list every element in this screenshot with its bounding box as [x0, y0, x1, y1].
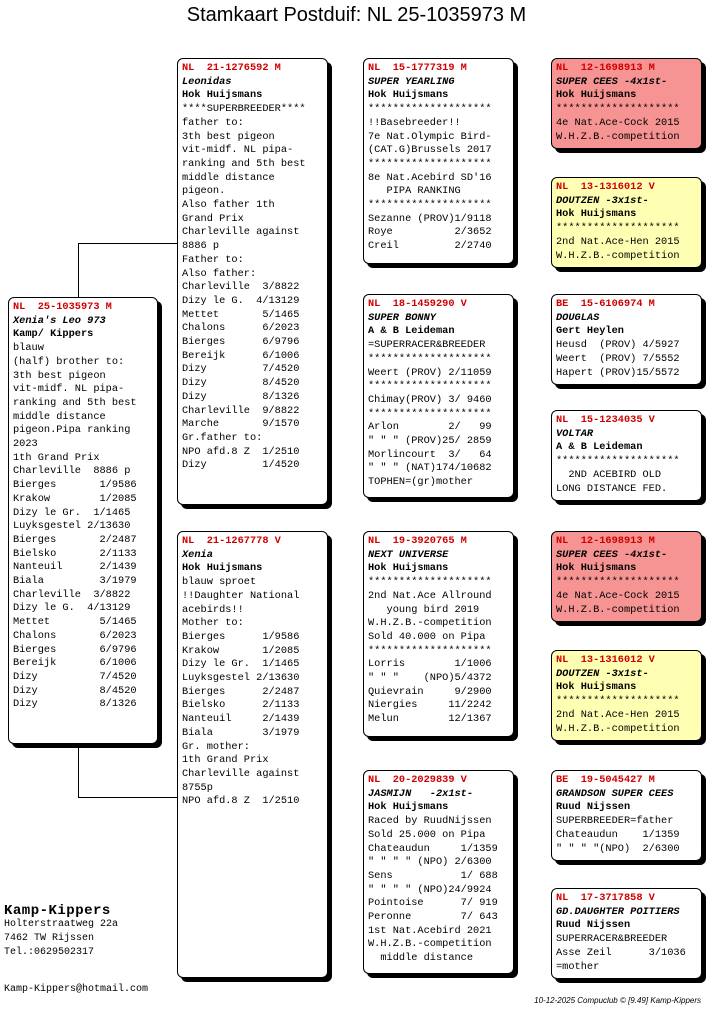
- print-stamp: 10-12-2025 Compuclub © [9.49] Kamp-Kippers: [534, 996, 701, 1005]
- pedigree-card-subject[interactable]: [8, 297, 158, 744]
- loft-name: A & B Leideman: [368, 325, 455, 338]
- pedigree-card-mother[interactable]: [177, 531, 328, 978]
- info-line: Chateaudun 1/1359: [556, 828, 680, 841]
- info-line: Grand Prix: [182, 212, 244, 225]
- info-line: middle distance: [368, 952, 474, 965]
- info-line: acebirds!!: [182, 603, 244, 616]
- info-line: vit-midf. NL pipa-: [13, 383, 125, 396]
- info-line: (CAT.G)Brussels 2017: [368, 144, 492, 157]
- pedigree-card-mother-mother[interactable]: [363, 770, 514, 974]
- ring-number: NL 13-1316012 V: [556, 181, 655, 193]
- info-line: Bereijk 6/1006: [182, 349, 300, 362]
- connector: [78, 243, 178, 244]
- info-line: 2023: [13, 438, 38, 451]
- info-line: Marche 9/1570: [182, 418, 300, 431]
- info-line: Mother to:: [182, 617, 244, 630]
- info-line: Gr. mother:: [182, 740, 250, 753]
- info-line: ********************: [556, 103, 680, 116]
- pedigree-card-fff[interactable]: [551, 58, 702, 149]
- info-line: Quievrain 9/2900: [368, 685, 492, 698]
- info-line: !!Basebreeder!!: [368, 116, 461, 129]
- loft-name: Gert Heylen: [556, 325, 624, 338]
- ring-number: NL 12-1698913 M: [556, 535, 655, 547]
- loft-name: Kamp/ Kippers: [13, 328, 94, 341]
- ring-number: NL 19-3920765 M: [368, 535, 467, 547]
- info-line: Creil 2/2740: [368, 240, 492, 253]
- info-line: middle distance: [13, 410, 106, 423]
- info-line: 8755p: [182, 781, 213, 794]
- info-line: 2nd Nat.Ace-Hen 2015: [556, 708, 680, 721]
- loft-name: Hok Huijsmans: [368, 801, 449, 814]
- info-line: 2nd Nat.Ace Allround: [368, 589, 492, 602]
- info-line: Nanteuil 2/1439: [182, 713, 300, 726]
- info-line: ********************: [556, 455, 680, 468]
- info-line: blauw: [13, 342, 44, 355]
- pedigree-card-fmm[interactable]: [551, 410, 702, 501]
- info-line: Charleville against: [182, 767, 300, 780]
- info-line: ********************: [556, 222, 680, 235]
- pigeon-name: VOLTAR: [556, 427, 594, 440]
- info-line: Dizy 7/4520: [182, 363, 300, 376]
- loft-name: Hok Huijsmans: [182, 562, 263, 575]
- info-line: Dizy le G. 4/13129: [13, 602, 131, 615]
- pigeon-name: SUPER CEES -4x1st-: [556, 75, 668, 88]
- info-line: 2ND ACEBIRD OLD: [556, 468, 662, 481]
- loft-name: Hok Huijsmans: [556, 562, 637, 575]
- owner-block: [4, 904, 118, 960]
- info-line: Dizy le Gr. 1/1465: [13, 506, 131, 519]
- pedigree-card-mmf[interactable]: [551, 770, 702, 861]
- info-line: 8886 p: [182, 240, 220, 253]
- info-line: Bereijk 6/1006: [13, 657, 137, 670]
- info-line: Chalons 6/2023: [182, 322, 300, 335]
- ring-number: NL 15-1777319 M: [368, 62, 467, 74]
- info-line: ********************: [556, 576, 680, 589]
- info-line: middle distance: [182, 171, 275, 184]
- info-line: Father to:: [182, 253, 244, 266]
- pedigree-card-father[interactable]: [177, 58, 328, 505]
- info-line: Dizy 7/4520: [13, 670, 137, 683]
- owner-name: Kamp-Kippers: [4, 903, 111, 919]
- pigeon-name: Leonidas: [182, 75, 232, 88]
- info-line: Krakow 1/2085: [182, 644, 300, 657]
- info-line: Gr.father to:: [182, 431, 263, 444]
- owner-street: Holterstraatweg 22a: [4, 919, 119, 930]
- info-line: !!Daughter National: [182, 589, 300, 602]
- info-line: Biala 3/1979: [13, 575, 137, 588]
- pedigree-card-father-father[interactable]: [363, 58, 514, 264]
- info-line: Bierges 2/2487: [13, 533, 137, 546]
- info-line: ranking and 5th best: [182, 157, 306, 170]
- info-line: Krakow 1/2085: [13, 492, 137, 505]
- info-line: (half) brother to:: [13, 355, 125, 368]
- info-line: NPO afd.8 Z 1/2510: [182, 445, 300, 458]
- info-line: 3th best pigeon: [13, 369, 106, 382]
- info-line: W.H.Z.B.-competition: [556, 130, 680, 143]
- info-line: Roye 2/3652: [368, 226, 492, 239]
- info-line: Sens 1/ 688: [368, 869, 498, 882]
- info-line: Dizy le G. 4/13129: [182, 294, 300, 307]
- loft-name: Hok Huijsmans: [182, 89, 263, 102]
- owner-city: 7462 TW Rijssen: [4, 933, 95, 944]
- info-line: W.H.Z.B.-competition: [556, 722, 680, 735]
- connector: [78, 744, 79, 798]
- ring-number: NL 15-1234035 V: [556, 414, 655, 426]
- info-line: 8e Nat.Acebird SD'16: [368, 171, 492, 184]
- page-title: Stamkaart Postduif: NL 25-1035973 M: [186, 4, 527, 26]
- pedigree-card-fmf[interactable]: [551, 294, 702, 385]
- pigeon-name: DOUGLAS: [556, 311, 600, 324]
- info-line: 1th Grand Prix: [13, 451, 100, 464]
- info-line: 7e Nat.Olympic Bird-: [368, 130, 492, 143]
- info-line: Melun 12/1367: [368, 713, 492, 726]
- loft-name: Hok Huijsmans: [368, 562, 449, 575]
- info-line: W.H.Z.B.-competition: [556, 249, 680, 262]
- info-line: Sold 25.000 on Pipa: [368, 828, 486, 841]
- ring-number: NL 21-1276592 M: [182, 62, 281, 74]
- info-line: Dizy 8/1326: [182, 390, 300, 403]
- pigeon-name: SUPER YEARLING: [368, 75, 455, 88]
- info-line: Bielsko 2/1133: [182, 699, 300, 712]
- info-line: SUPERRACER&BREEDER: [556, 933, 668, 946]
- pedigree-card-mfm[interactable]: [551, 650, 702, 741]
- info-line: Arlon 2/ 99: [368, 421, 492, 434]
- info-line: LONG DISTANCE FED.: [556, 482, 668, 495]
- info-line: Nanteuil 2/1439: [13, 561, 137, 574]
- info-line: ********************: [368, 380, 492, 393]
- info-line: PIPA RANKING: [368, 185, 461, 198]
- info-line: 4e Nat.Ace-Cock 2015: [556, 116, 680, 129]
- info-line: ********************: [368, 103, 492, 116]
- pedigree-card-father-mother[interactable]: [363, 294, 514, 498]
- info-line: Also father 1th: [182, 199, 275, 212]
- info-line: Biala 3/1979: [182, 726, 300, 739]
- pigeon-name: GD.DAUGHTER POITIERS: [556, 905, 680, 918]
- info-line: Bierges 6/9796: [13, 643, 137, 656]
- info-line: Lorris 1/1006: [368, 658, 492, 671]
- info-line: ********************: [368, 199, 492, 212]
- pedigree-card-mother-father[interactable]: [363, 531, 514, 737]
- ring-number: NL 21-1267778 V: [182, 535, 281, 547]
- info-line: Peronne 7/ 643: [368, 911, 498, 924]
- info-line: 4e Nat.Ace-Cock 2015: [556, 589, 680, 602]
- info-line: ********************: [368, 407, 492, 420]
- info-line: ****SUPERBREEDER****: [182, 103, 306, 116]
- pigeon-name: SUPER BONNY: [368, 311, 436, 324]
- ring-number: BE 15-6106974 M: [556, 298, 655, 310]
- info-line: =mother: [556, 960, 600, 973]
- info-line: Morlincourt 3/ 64: [368, 448, 492, 461]
- info-line: Chimay(PROV) 3/ 9460: [368, 393, 492, 406]
- info-line: 1st Nat.Acebird 2021: [368, 924, 492, 937]
- info-line: ********************: [368, 576, 492, 589]
- ring-number: NL 17-3717858 V: [556, 892, 655, 904]
- info-line: ********************: [368, 352, 492, 365]
- info-line: Sezanne (PROV)1/9118: [368, 212, 492, 225]
- info-line: " " " (NPO)5/4372: [368, 672, 492, 685]
- pedigree-card-mff[interactable]: [551, 531, 702, 622]
- info-line: " " " "(NPO) 2/6300: [556, 842, 680, 855]
- loft-name: Ruud Nijssen: [556, 919, 631, 932]
- info-line: Charleville 3/8822: [13, 588, 131, 601]
- info-line: Weert (PROV) 7/5552: [556, 352, 680, 365]
- info-line: Charleville 9/8822: [182, 404, 300, 417]
- info-line: Luyksgestel 2/13630: [182, 672, 300, 685]
- pigeon-name: NEXT UNIVERSE: [368, 548, 449, 561]
- info-line: blauw sproet: [182, 576, 257, 589]
- info-line: Chalons 6/2023: [13, 629, 137, 642]
- pigeon-name: DOUTZEN -3x1st-: [556, 194, 649, 207]
- info-line: Weert (PROV) 2/11059: [368, 366, 492, 379]
- connector: [78, 797, 178, 798]
- info-line: " " " " (NPO)24/9924: [368, 883, 492, 896]
- info-line: Mettet 5/1465: [182, 308, 300, 321]
- info-line: Sold 40.000 on Pipa: [368, 630, 486, 643]
- info-line: Dizy 8/4520: [182, 377, 300, 390]
- loft-name: Hok Huijsmans: [368, 89, 449, 102]
- info-line: father to:: [182, 116, 244, 129]
- info-line: Bielsko 2/1133: [13, 547, 137, 560]
- ring-number: NL 20-2029839 V: [368, 774, 467, 786]
- pigeon-name: Xenia: [182, 548, 213, 561]
- info-line: pigeon.Pipa ranking: [13, 424, 131, 437]
- info-line: Dizy 8/1326: [13, 698, 137, 711]
- info-line: Heusd (PROV) 4/5927: [556, 339, 680, 352]
- info-line: ********************: [368, 644, 492, 657]
- pedigree-card-ffm[interactable]: [551, 177, 702, 268]
- info-line: Raced by RuudNijssen: [368, 815, 492, 828]
- info-line: NPO afd.8 Z 1/2510: [182, 795, 300, 808]
- info-line: Niergies 11/2242: [368, 699, 492, 712]
- ring-number: NL 12-1698913 M: [556, 62, 655, 74]
- pigeon-name: DOUTZEN -3x1st-: [556, 667, 649, 680]
- info-line: 3th best pigeon: [182, 130, 275, 143]
- info-line: " " " (NAT)174/10682: [368, 462, 492, 475]
- info-line: ********************: [368, 157, 492, 170]
- info-line: Also father:: [182, 267, 257, 280]
- loft-name: Hok Huijsmans: [556, 681, 637, 694]
- pedigree-card-mmm[interactable]: [551, 888, 702, 979]
- owner-email[interactable]: Kamp-Kippers@hotmail.com: [4, 984, 149, 995]
- info-line: " " " (PROV)25/ 2859: [368, 435, 492, 448]
- info-line: Luyksgestel 2/13630: [13, 520, 131, 533]
- info-line: pigeon.: [182, 185, 226, 198]
- info-line: W.H.Z.B.-competition: [556, 603, 680, 616]
- info-line: TOPHEN=(gr)mother: [368, 476, 474, 489]
- info-line: 2nd Nat.Ace-Hen 2015: [556, 235, 680, 248]
- info-line: vit-midf. NL pipa-: [182, 144, 294, 157]
- info-line: Dizy le Gr. 1/1465: [182, 658, 300, 671]
- info-line: Charleville against: [182, 226, 300, 239]
- info-line: Pointoise 7/ 919: [368, 897, 498, 910]
- info-line: W.H.Z.B.-competition: [368, 938, 492, 951]
- info-line: Charleville 3/8822: [182, 281, 300, 294]
- info-line: " " " " (NPO) 2/6300: [368, 856, 492, 869]
- ring-number: BE 19-5045427 M: [556, 774, 655, 786]
- info-line: SUPERBREEDER=father: [556, 815, 674, 828]
- info-line: Bierges 1/9586: [13, 479, 137, 492]
- loft-name: Hok Huijsmans: [556, 208, 637, 221]
- pigeon-name: GRANDSON SUPER CEES: [556, 787, 674, 800]
- info-line: Mettet 5/1465: [13, 616, 137, 629]
- info-line: 1th Grand Prix: [182, 754, 269, 767]
- info-line: ********************: [556, 695, 680, 708]
- loft-name: Ruud Nijssen: [556, 801, 631, 814]
- ring-number: NL 18-1459290 V: [368, 298, 467, 310]
- loft-name: Hok Huijsmans: [556, 89, 637, 102]
- info-line: =SUPERRACER&BREEDER: [368, 339, 486, 352]
- owner-phone: Tel.:0629502317: [4, 947, 95, 958]
- info-line: Dizy 1/4520: [182, 459, 300, 472]
- info-line: Hapert (PROV)15/5572: [556, 366, 680, 379]
- info-line: young bird 2019: [368, 603, 480, 616]
- info-line: Asse Zeil 3/1036: [556, 946, 686, 959]
- pigeon-name: Xenia's Leo 973: [13, 314, 106, 327]
- info-line: W.H.Z.B.-competition: [368, 617, 492, 630]
- info-line: Chateaudun 1/1359: [368, 842, 498, 855]
- info-line: Charleville 8886 p: [13, 465, 131, 478]
- info-line: ranking and 5th best: [13, 396, 137, 409]
- info-line: Bierges 6/9796: [182, 336, 300, 349]
- pigeon-name: JASMIJN -2x1st-: [368, 787, 474, 800]
- ring-number: NL 25-1035973 M: [13, 301, 112, 313]
- loft-name: A & B Leideman: [556, 441, 643, 454]
- ring-number: NL 13-1316012 V: [556, 654, 655, 666]
- connector: [78, 243, 79, 297]
- info-line: Bierges 1/9586: [182, 630, 300, 643]
- info-line: Bierges 2/2487: [182, 685, 300, 698]
- pigeon-name: SUPER CEES -4x1st-: [556, 548, 668, 561]
- info-line: Dizy 8/4520: [13, 684, 137, 697]
